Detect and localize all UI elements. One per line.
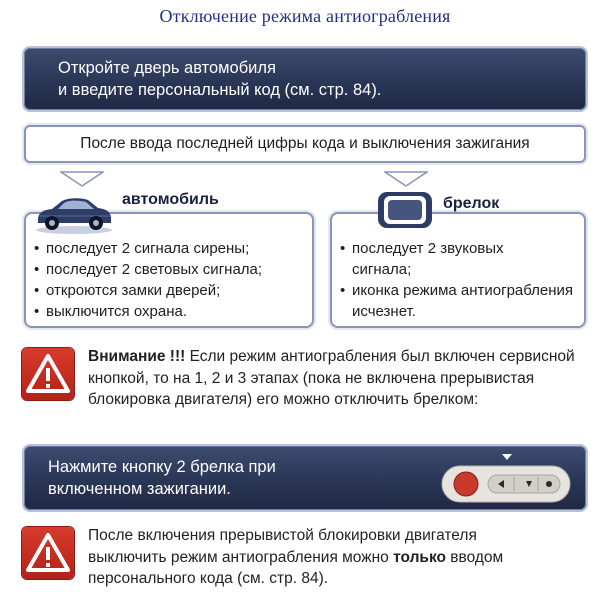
fob-label: брелок [443,195,500,212]
step1-line1: Откройте дверь автомобиля [58,59,276,77]
warning-heading: Внимание !!! [88,348,186,365]
step1-panel [24,48,586,110]
key-fob-icon [436,450,576,506]
only-emphasis: только [393,548,446,566]
fob-item-1: • последует 2 звуковых сигнала; [340,238,542,280]
step3-line1: Нажмите кнопку 2 брелка при [48,458,276,476]
warning-text-2: После включения прерывистой блокировки двигателя выключить режим антиограбления можно только вводом персонального кода (см. стр. 84). [88,527,504,587]
warning-icon-2 [22,527,74,579]
arrow-down-left-icon [60,171,104,187]
step2-panel [24,125,586,163]
arrow-down-right-icon [384,171,428,187]
fob-display-icon [376,190,434,230]
warning-text-1: Внимание !!! Если режим антиограбления был включен сервисной кнопкой, то на 1, 2 и 3 этапах (пока не включена прерывистая блокировка двигателя) его можно отключить брелком: [88,348,575,408]
car-label: автомобиль [122,191,219,208]
step1-line2: и введите персональный код (см. стр. 84). [58,81,382,99]
car-item-4: • выключится охрана. [34,301,262,322]
fob-item-2: • иконка режима антиограбления исчезнет. [340,280,574,322]
page-title: Отключение режима антиограбления [159,6,451,26]
step2-text: После ввода последней цифры кода и выключения зажигания [80,135,530,152]
step3-panel [24,446,586,510]
step3-line2: включенном зажигании. [48,480,231,498]
car-item-1: • последует 2 сигнала сирены; [34,238,262,259]
car-item-2: • последует 2 световых сигнала; [34,259,262,280]
fob-result-box [330,212,586,328]
warning-icon-1 [22,348,74,400]
car-icon [34,190,114,234]
car-item-3: • откроются замки дверей; [34,280,262,301]
